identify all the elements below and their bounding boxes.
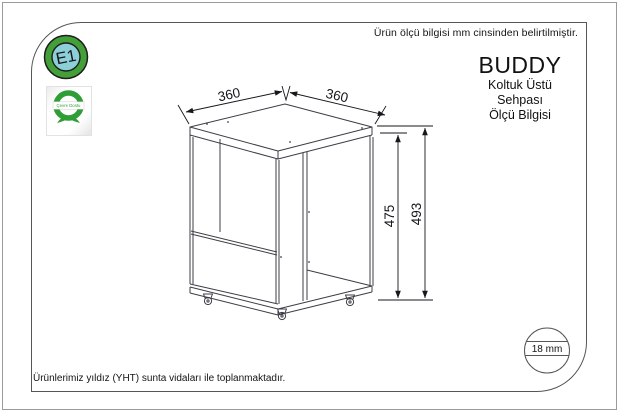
bottom-note: Ürünlerimiz yıldız (YHT) sunta vidaları ile toplanmaktadır. — [33, 373, 286, 384]
eco-label: Çevre Dostu — [56, 103, 81, 109]
dim-width-right: 360 — [324, 85, 350, 106]
subtitle-line-1: Koltuk Üstü — [488, 78, 552, 92]
dimension-labels — [216, 85, 424, 227]
top-note: Ürün ölçü bilgisi mm cinsinden belirtilmiştir. — [373, 27, 578, 39]
dim-width-left: 360 — [216, 84, 242, 105]
e1-label: E1 — [54, 46, 78, 69]
side-table-drawing — [190, 104, 373, 320]
product-name: BUDDY — [478, 52, 562, 78]
dim-height-inner: 475 — [382, 204, 397, 228]
subtitle-line-3: Ölçü Bilgisi — [489, 108, 551, 122]
thickness-label: 18 mm — [531, 344, 563, 355]
dim-height-outer: 493 — [409, 202, 424, 226]
thickness-indicator — [525, 328, 570, 373]
subtitle-line-2: Sehpası — [497, 93, 543, 107]
screw-marks — [206, 121, 363, 263]
dimension-lines — [178, 86, 433, 300]
